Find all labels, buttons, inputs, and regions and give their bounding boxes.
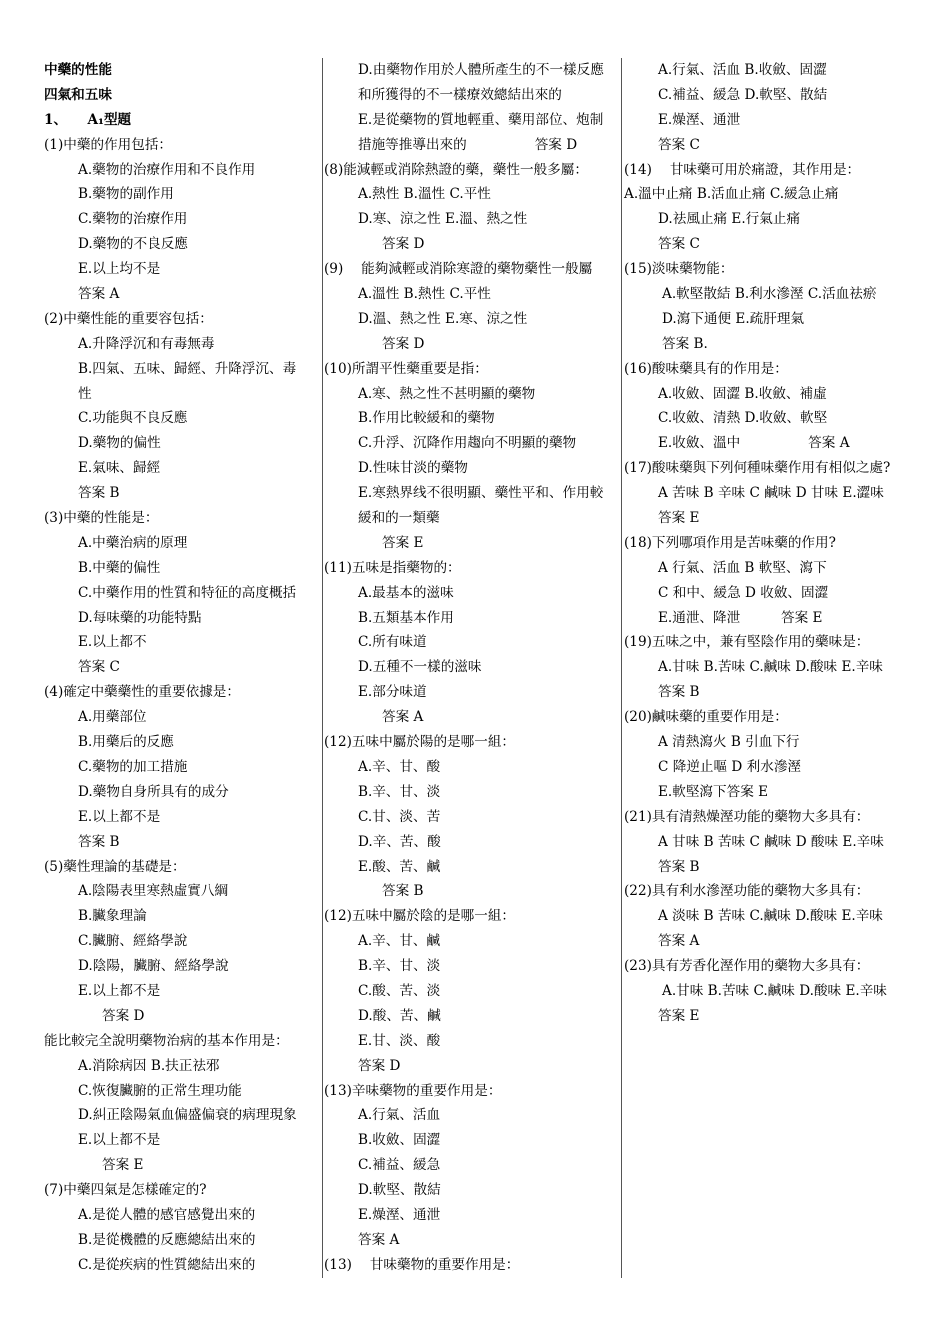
text-line: A 甘味 B 苦味 C 鹹味 D 酸味 E.辛味 — [658, 833, 884, 850]
text-line: A.升降浮沉和有毒無毒 — [78, 335, 215, 352]
text-line: 答案 D — [382, 236, 425, 253]
text-line: (7)中藥四氣是怎樣確定的? — [44, 1182, 207, 1199]
text-line: C.中藥作用的性質和特征的高度概括 — [78, 584, 297, 601]
text-line: (1)中藥的作用包括： — [44, 136, 173, 153]
text-line: E.燥溼、通泄 — [358, 1206, 441, 1223]
text-line: E.以上都不是 — [78, 808, 161, 825]
text-line: 能比較完全說明藥物治病的基本作用是： — [44, 1032, 289, 1049]
text-line: (16)酸味藥具有的作用是： — [624, 360, 788, 377]
text-line: A.軟堅散結 B.利水滲溼 C.活血祛瘀 — [662, 286, 877, 303]
text-line: E.燥溼、通泄 — [658, 111, 741, 128]
text-line: B.作用比較緩和的藥物 — [358, 410, 495, 427]
text-line: B.是從機體的反應總結出來的 — [78, 1231, 256, 1248]
text-line: C.恢復臟腑的正常生理功能 — [78, 1082, 242, 1099]
text-line: 答案 E — [102, 1157, 144, 1174]
text-line: B.辛、甘、淡 — [358, 783, 441, 800]
text-line: D.瀉下通便 E.疏肝理氣 — [662, 310, 805, 327]
text-line: D.五種不一樣的滋味 — [358, 659, 482, 676]
text-line: D.糾正陰陽氣血偏盛偏衰的病理現象 — [78, 1107, 297, 1124]
text-line: A.熱性 B.溫性 C.平性 — [358, 186, 491, 203]
text-line: (2)中藥性能的重要容包括： — [44, 310, 213, 327]
text-line: (12)五味中屬於陰的是哪一組： — [324, 908, 516, 925]
text-line: C 和中、緩急 D 收斂、固澀 — [658, 584, 829, 601]
text-line: A.收斂、固澀 B.收斂、補虛 — [658, 385, 827, 402]
text-line: 緩和的一類藥 — [358, 510, 440, 527]
text-line: A.溫中止痛 B.活血止痛 C.緩急止痛 — [624, 186, 839, 203]
text-line: E.氣味、歸經 — [78, 460, 161, 477]
text-line: 答案 A — [382, 709, 424, 726]
text-line: A.溫性 B.熱性 C.平性 — [358, 286, 491, 303]
text-line: 性 — [78, 385, 92, 402]
text-line: 措施等推導出來的 答案 D — [358, 136, 578, 153]
text-line: B.臟象理論 — [78, 908, 147, 925]
text-line: D.酸、苦、鹹 — [358, 1007, 441, 1024]
text-line: C.甘、淡、苦 — [358, 808, 441, 825]
text-line: C.補益、緩急 — [358, 1157, 441, 1174]
text-line: D.陰陽，臟腑、經絡學說 — [78, 958, 229, 975]
text-line: (20)鹹味藥的重要作用是： — [624, 709, 788, 726]
text-line: A.是從人體的感官感覺出來的 — [78, 1206, 256, 1223]
text-line: (12)五味中屬於陽的是哪一組： — [324, 734, 516, 751]
text-line: (11)五味是指藥物的： — [324, 559, 461, 576]
text-line: A.用藥部位 — [78, 709, 147, 726]
text-line: 答案 C — [78, 659, 120, 676]
text-line: (10)所謂平性藥重要是指： — [324, 360, 488, 377]
text-line: A 淡味 B 苦味 C.鹹味 D.酸味 E.辛味 — [658, 908, 883, 925]
text-line: 答案 A — [358, 1231, 400, 1248]
text-line: C.補益、緩急 D.軟堅、散結 — [658, 86, 828, 103]
text-line: (5)藥性理論的基礎是： — [44, 858, 186, 875]
text-line: 答案 C — [658, 136, 700, 153]
text-line: B.用藥后的反應 — [78, 734, 174, 751]
text-line: A.消除病因 B.扶正祛邪 — [78, 1057, 220, 1074]
text-line: D.溫、熱之性 E.寒、涼之性 — [358, 310, 528, 327]
text-line: B.五類基本作用 — [358, 609, 454, 626]
text-line: A.藥物的治療作用和不良作用 — [78, 161, 256, 178]
text-line: (3)中藥的性能是： — [44, 510, 159, 527]
text-line: 答案 B. — [662, 335, 708, 352]
text-line: D.每味藥的功能特點 — [78, 609, 202, 626]
text-line: (18)下列哪項作用是苦味藥的作用? — [624, 534, 836, 551]
text-line: (19)五味之中，兼有堅陰作用的藥味是： — [624, 634, 870, 651]
text-line: 答案 B — [78, 485, 120, 502]
text-line: A.辛、甘、酸 — [358, 758, 441, 775]
text-column-3 — [624, 58, 914, 1029]
text-line: C.所有味道 — [358, 634, 427, 651]
text-line: E.軟堅瀉下答案 E — [658, 783, 769, 800]
text-line: 四氣和五味 — [44, 86, 112, 103]
text-line: A.最基本的滋味 — [358, 584, 454, 601]
text-line: B.收斂、固澀 — [358, 1132, 441, 1149]
text-line: 答案 B — [78, 833, 120, 850]
text-line: 答案 B — [658, 684, 700, 701]
text-line: 答案 D — [102, 1007, 145, 1024]
text-line: C.臟腑、經絡學說 — [78, 933, 188, 950]
text-line: 答案 A — [658, 933, 700, 950]
text-line: 答案 E — [658, 510, 700, 527]
text-line: A.甘味 B.苦味 C.鹹味 D.酸味 E.辛味 — [658, 659, 883, 676]
column-divider-1 — [322, 58, 323, 1278]
text-line: E.以上都不 — [78, 634, 147, 651]
text-line: C.藥物的治療作用 — [78, 211, 188, 228]
text-line: A 清熱瀉火 B 引血下行 — [658, 734, 800, 751]
text-line: C.是從疾病的性質總結出來的 — [78, 1256, 256, 1273]
text-line: (17)酸味藥與下列何種味藥作用有相似之處? — [624, 460, 891, 477]
text-line: (8)能減輕或消除熱證的藥，藥性一般多屬： — [324, 161, 588, 178]
text-line: A.甘味 B.苦味 C.鹹味 D.酸味 E.辛味 — [662, 982, 887, 999]
text-line: D.祛風止痛 E.行氣止痛 — [658, 211, 801, 228]
text-line: (13) 甘味藥物的重要作用是： — [324, 1256, 520, 1273]
text-line: D.軟堅、散結 — [358, 1182, 441, 1199]
text-line: 中藥的性能 — [44, 62, 112, 78]
text-line: B.辛、甘、淡 — [358, 958, 441, 975]
text-line: C.升浮、沉降作用趨向不明顯的藥物 — [358, 435, 577, 452]
text-line: 和所獲得的不一樣療效總結出來的 — [358, 86, 562, 103]
text-line: (23)具有芳香化溼作用的藥物大多具有： — [624, 958, 870, 975]
text-line: E.以上均不是 — [78, 261, 161, 278]
text-line: A.中藥治病的原理 — [78, 534, 188, 551]
text-line: A 苦味 B 辛味 C 鹹味 D 甘味 E.澀味 — [658, 485, 884, 502]
text-line: 答案 B — [382, 883, 424, 900]
text-line: (4)確定中藥藥性的重要依據是： — [44, 684, 240, 701]
text-column-1 — [44, 58, 322, 1278]
text-line: E.是從藥物的質地輕重、藥用部位、炮制 — [358, 111, 604, 128]
text-line: A.行氣、活血 — [358, 1107, 441, 1124]
text-line: 答案 E — [382, 534, 424, 551]
text-line: A 行氣、活血 B 軟堅、瀉下 — [658, 559, 827, 576]
text-line: A.寒、熱之性不甚明顯的藥物 — [358, 385, 536, 402]
text-line: E.以上都不是 — [78, 1132, 161, 1149]
text-line: (9) 能夠減輕或消除寒證的藥物藥性一般屬 — [324, 261, 593, 278]
text-line: A.陰陽表里寒熱虛實八綱 — [78, 883, 229, 900]
text-line: D.性味甘淡的藥物 — [358, 460, 468, 477]
text-line: A.行氣、活血 B.收斂、固澀 — [658, 62, 827, 78]
text-column-2 — [324, 58, 622, 1278]
text-line: E.寒熱界线不很明顯、藥性平和、作用較 — [358, 485, 604, 502]
text-line: 1、 A₁型題 — [44, 111, 132, 128]
text-line: A.辛、甘、鹹 — [358, 933, 441, 950]
text-line: 答案 D — [382, 335, 425, 352]
text-line: E.甘、淡、酸 — [358, 1032, 441, 1049]
text-line: C.收斂、清熱 D.收斂、軟堅 — [658, 410, 828, 427]
text-line: (13)辛味藥物的重要作用是： — [324, 1082, 502, 1099]
text-line: (21)具有清熱燥溼功能的藥物大多具有： — [624, 808, 870, 825]
text-line: D.藥物的不良反應 — [78, 236, 188, 253]
text-line: (22)具有利水滲溼功能的藥物大多具有： — [624, 883, 870, 900]
text-line: 答案 A — [78, 286, 120, 303]
text-line: B.四氣、五味、歸經、升降浮沉、毒 — [78, 360, 297, 377]
text-line: E.部分味道 — [358, 684, 427, 701]
text-line: C.藥物的加工措施 — [78, 758, 188, 775]
text-line: E.以上都不是 — [78, 982, 161, 999]
text-line: E.收斂、溫中 答案 A — [658, 435, 850, 452]
text-line: (15)淡味藥物能： — [624, 261, 734, 278]
text-line: (14) 甘味藥可用於痛證，其作用是： — [624, 161, 861, 178]
text-line: C.酸、苦、淡 — [358, 982, 441, 999]
text-line: C 降逆止嘔 D 利水滲溼 — [658, 758, 802, 775]
text-line: B.中藥的偏性 — [78, 559, 161, 576]
text-line: E.通泄、降泄 答案 E — [658, 609, 823, 626]
text-line: D.由藥物作用於人體所產生的不一樣反應 — [358, 62, 604, 78]
text-line: B.藥物的副作用 — [78, 186, 174, 203]
text-line: D.辛、苦、酸 — [358, 833, 441, 850]
text-line: 答案 E — [658, 1007, 700, 1024]
text-line: 答案 C — [658, 236, 700, 253]
text-line: 答案 B — [658, 858, 700, 875]
text-line: D.藥物的偏性 — [78, 435, 161, 452]
text-line: C.功能與不良反應 — [78, 410, 188, 427]
text-line: D.藥物自身所具有的成分 — [78, 783, 229, 800]
text-line: E.酸、苦、鹹 — [358, 858, 441, 875]
text-line: 答案 D — [358, 1057, 401, 1074]
text-line: D.寒、涼之性 E.溫、熱之性 — [358, 211, 528, 228]
